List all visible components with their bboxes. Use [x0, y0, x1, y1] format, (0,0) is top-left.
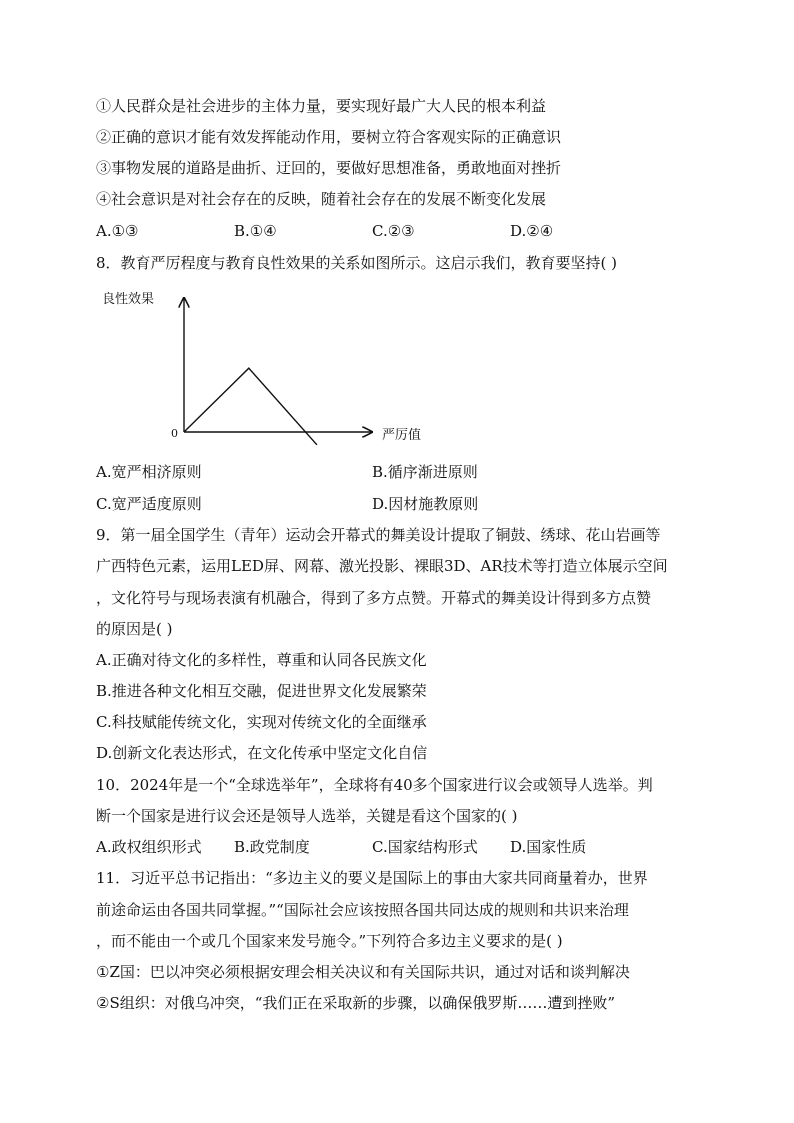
q10-stem-line-2: 断一个国家是进行议会还是领导人选举，关键是看这个国家的( ) [96, 807, 518, 825]
q7-statement-1: ①人民群众是社会进步的主体力量，要实现好最广大人民的根本利益 [96, 97, 547, 115]
q7-statement-3: ③事物发展的道路是曲折、迂回的，要做好思想准备，勇敢地面对挫折 [96, 159, 562, 177]
effect-curve [184, 368, 317, 445]
q10-option-a: A.政权组织形式 [96, 838, 202, 856]
q8-option-a: A.宽严相济原则 [96, 463, 202, 481]
q8-option-d: D.因材施教原则 [372, 495, 479, 513]
q11-statement-2: ②S组织：对俄乌冲突，“我们正在采取新的步骤，以确保俄罗斯……遭到挫败” [96, 994, 616, 1012]
q7-option-b: B.①④ [234, 222, 277, 240]
q9-stem-line-1: 9．第一届全国学生（青年）运动会开幕式的舞美设计提取了铜鼓、绣球、花山岩画等 [96, 526, 661, 544]
q9-stem-line-4: 的原因是( ) [96, 620, 173, 638]
q10-option-c: C.国家结构形式 [372, 838, 478, 856]
q8-chart [96, 286, 436, 446]
q11-stem-line-2: 前途命运由各国共同掌握。”“国际社会应该按照各国共同达成的规则和共识来治理 [96, 901, 629, 919]
q11-stem-line-3: ，而不能由一个或几个国家来发号施令。”下列符合多边主义要求的是( ) [96, 932, 563, 950]
q9-option-d: D.创新文化表达形式，在文化传承中坚定文化自信 [96, 744, 428, 762]
origin-label: 0 [171, 427, 178, 440]
q9-option-c: C.科技赋能传统文化，实现对传统文化的全面继承 [96, 713, 427, 731]
q7-option-c: C.②③ [372, 222, 415, 240]
q9-option-b: B.推进各种文化相互交融，促进世界文化发展繁荣 [96, 682, 427, 700]
y-axis-label: 良性效果 [102, 292, 155, 307]
x-axis-label: 严厉值 [382, 428, 422, 443]
q11-stem-line-1: 11．习近平总书记指出：“多边主义的要义是国际上的事由大家共同商量着办，世界 [96, 869, 648, 887]
q11-statement-1: ①Z国：巴以冲突必须根据安理会相关决议和有关国际共识，通过对话和谈判解决 [96, 963, 630, 981]
q9-stem-line-3: ，文化符号与现场表演有机融合，得到了多方点赞。开幕式的舞美设计得到多方点赞 [96, 589, 652, 607]
q7-option-d: D.②④ [510, 222, 554, 240]
q7-statement-4: ④社会意识是对社会存在的反映，随着社会存在的发展不断变化发展 [96, 190, 547, 208]
q7-option-a: A.①③ [96, 222, 139, 240]
q10-option-d: D.国家性质 [510, 838, 587, 856]
q8-option-b: B.循序渐进原则 [372, 463, 478, 481]
q7-statement-2: ②正确的意识才能有效发挥能动作用，要树立符合客观实际的正确意识 [96, 128, 562, 146]
q9-option-a: A.正确对待文化的多样性，尊重和认同各民族文化 [96, 651, 427, 669]
q10-option-b: B.政党制度 [234, 838, 310, 856]
q9-stem-line-2: 广西特色元素，运用LED屏、网幕、激光投影、裸眼3D、AR技术等打造立体展示空间 [96, 557, 668, 575]
q10-stem-line-1: 10．2024年是一个“全球选举年”，全球将有40多个国家进行议会或领导人选举。判 [96, 776, 653, 794]
q8-option-c: C.宽严适度原则 [96, 495, 202, 513]
q8-stem: 8．教育严厉程度与教育良性效果的关系如图所示。这启示我们，教育要坚持( ) [96, 254, 618, 272]
